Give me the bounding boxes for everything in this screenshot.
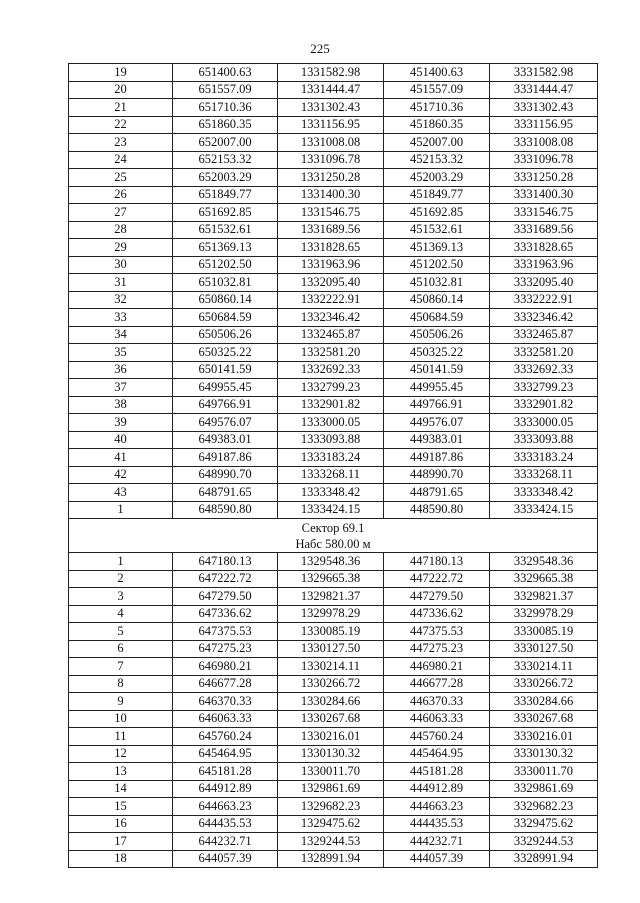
- table-row: [69, 640, 598, 658]
- y-local-cell: 1330127.50: [278, 640, 384, 658]
- table-row: [69, 81, 598, 99]
- y-msk-cell: 3330284.66: [490, 693, 598, 711]
- y-msk-cell: 3333424.15: [490, 501, 598, 519]
- table-row: [69, 344, 598, 362]
- point-number-cell: 7: [69, 658, 173, 676]
- x-local-cell: 644057.39: [173, 850, 278, 868]
- table-row: [69, 361, 598, 379]
- y-msk-cell: 3333093.88: [490, 431, 598, 449]
- y-msk-cell: 3331250.28: [490, 169, 598, 187]
- point-number-cell: 36: [69, 361, 173, 379]
- y-msk-cell: 3332581.20: [490, 344, 598, 362]
- table-row: [69, 396, 598, 414]
- y-msk-cell: 3331546.75: [490, 204, 598, 222]
- y-local-cell: 1332692.33: [278, 361, 384, 379]
- y-msk-cell: 3330216.01: [490, 728, 598, 746]
- x-msk-cell: 451032.81: [384, 274, 490, 292]
- table-row: [69, 815, 598, 833]
- x-local-cell: 645464.95: [173, 745, 278, 763]
- y-msk-cell: 3331008.08: [490, 134, 598, 152]
- y-msk-cell: 3331156.95: [490, 116, 598, 134]
- point-number-cell: 25: [69, 169, 173, 187]
- point-number-cell: 11: [69, 728, 173, 746]
- table-row: [69, 675, 598, 693]
- x-local-cell: 647180.13: [173, 553, 278, 571]
- point-number-cell: 6: [69, 640, 173, 658]
- y-msk-cell: 3332901.82: [490, 396, 598, 414]
- x-local-cell: 649576.07: [173, 414, 278, 432]
- page-number: 225: [310, 41, 330, 56]
- y-local-cell: 1331963.96: [278, 256, 384, 274]
- y-msk-cell: 3331963.96: [490, 256, 598, 274]
- x-msk-cell: 444912.89: [384, 780, 490, 798]
- y-local-cell: 1331250.28: [278, 169, 384, 187]
- x-local-cell: 650141.59: [173, 361, 278, 379]
- y-msk-cell: 3329821.37: [490, 588, 598, 606]
- x-local-cell: 651532.61: [173, 221, 278, 239]
- x-local-cell: 650860.14: [173, 291, 278, 309]
- point-number-cell: 3: [69, 588, 173, 606]
- x-local-cell: 648990.70: [173, 466, 278, 484]
- x-local-cell: 651860.35: [173, 116, 278, 134]
- point-number-cell: 2: [69, 570, 173, 588]
- table-row: [69, 798, 598, 816]
- y-local-cell: 1331302.43: [278, 99, 384, 117]
- point-number-cell: 20: [69, 81, 173, 99]
- x-msk-cell: 445181.28: [384, 763, 490, 781]
- x-local-cell: 651692.85: [173, 204, 278, 222]
- point-number-cell: 8: [69, 675, 173, 693]
- point-number-cell: 28: [69, 221, 173, 239]
- sector-name: Сектор 69.1: [301, 520, 365, 535]
- x-msk-cell: 444663.23: [384, 798, 490, 816]
- point-number-cell: 4: [69, 605, 173, 623]
- y-msk-cell: 3332692.33: [490, 361, 598, 379]
- table-row: [69, 501, 598, 519]
- y-local-cell: 1331008.08: [278, 134, 384, 152]
- x-msk-cell: 449766.91: [384, 396, 490, 414]
- x-msk-cell: 447222.72: [384, 570, 490, 588]
- y-local-cell: 1331096.78: [278, 151, 384, 169]
- x-local-cell: 645760.24: [173, 728, 278, 746]
- y-msk-cell: 3333348.42: [490, 484, 598, 502]
- x-local-cell: 644663.23: [173, 798, 278, 816]
- y-local-cell: 1332901.82: [278, 396, 384, 414]
- x-msk-cell: 446063.33: [384, 710, 490, 728]
- x-msk-cell: 451557.09: [384, 81, 490, 99]
- x-local-cell: 644232.71: [173, 833, 278, 851]
- y-local-cell: 1333348.42: [278, 484, 384, 502]
- x-local-cell: 651032.81: [173, 274, 278, 292]
- x-local-cell: 648590.80: [173, 501, 278, 519]
- y-local-cell: 1332465.87: [278, 326, 384, 344]
- table-row: [69, 204, 598, 222]
- y-local-cell: 1330130.32: [278, 745, 384, 763]
- x-local-cell: 645181.28: [173, 763, 278, 781]
- y-local-cell: 1333424.15: [278, 501, 384, 519]
- coordinates-table-section-a: [69, 64, 598, 519]
- point-number-cell: 26: [69, 186, 173, 204]
- x-msk-cell: 449955.45: [384, 379, 490, 397]
- table-row: [69, 710, 598, 728]
- table-row: [69, 169, 598, 187]
- y-local-cell: 1331546.75: [278, 204, 384, 222]
- point-number-cell: 23: [69, 134, 173, 152]
- point-number-cell: 13: [69, 763, 173, 781]
- x-local-cell: 646063.33: [173, 710, 278, 728]
- x-msk-cell: 449187.86: [384, 449, 490, 467]
- x-local-cell: 651557.09: [173, 81, 278, 99]
- point-number-cell: 42: [69, 466, 173, 484]
- y-local-cell: 1330267.68: [278, 710, 384, 728]
- y-local-cell: 1330214.11: [278, 658, 384, 676]
- table-row: [69, 326, 598, 344]
- table-row: [69, 553, 598, 571]
- x-msk-cell: 450684.59: [384, 309, 490, 327]
- table-row: [69, 763, 598, 781]
- x-msk-cell: 446980.21: [384, 658, 490, 676]
- y-msk-cell: 3331096.78: [490, 151, 598, 169]
- table-row: [69, 379, 598, 397]
- table-row: [69, 274, 598, 292]
- point-number-cell: 24: [69, 151, 173, 169]
- table-row: [69, 256, 598, 274]
- point-number-cell: 16: [69, 815, 173, 833]
- x-local-cell: 649383.01: [173, 431, 278, 449]
- x-msk-cell: 452007.00: [384, 134, 490, 152]
- table-row: [69, 414, 598, 432]
- y-local-cell: 1333093.88: [278, 431, 384, 449]
- point-number-cell: 31: [69, 274, 173, 292]
- y-local-cell: 1329665.38: [278, 570, 384, 588]
- x-local-cell: 647222.72: [173, 570, 278, 588]
- point-number-cell: 30: [69, 256, 173, 274]
- point-number-cell: 1: [69, 501, 173, 519]
- x-local-cell: 651710.36: [173, 99, 278, 117]
- point-number-cell: 21: [69, 99, 173, 117]
- y-local-cell: 1330216.01: [278, 728, 384, 746]
- x-local-cell: 649187.86: [173, 449, 278, 467]
- y-msk-cell: 3330214.11: [490, 658, 598, 676]
- x-msk-cell: 451400.63: [384, 64, 490, 82]
- sector-cell: [69, 519, 598, 553]
- y-local-cell: 1332346.42: [278, 309, 384, 327]
- x-msk-cell: 448791.65: [384, 484, 490, 502]
- y-local-cell: 1330011.70: [278, 763, 384, 781]
- y-msk-cell: 3333183.24: [490, 449, 598, 467]
- x-msk-cell: 447275.23: [384, 640, 490, 658]
- x-msk-cell: 444232.71: [384, 833, 490, 851]
- x-local-cell: 650325.22: [173, 344, 278, 362]
- x-msk-cell: 452153.32: [384, 151, 490, 169]
- table-row: [69, 99, 598, 117]
- point-number-cell: 32: [69, 291, 173, 309]
- y-local-cell: 1329978.29: [278, 605, 384, 623]
- y-msk-cell: 3332799.23: [490, 379, 598, 397]
- y-local-cell: 1330085.19: [278, 623, 384, 641]
- y-msk-cell: 3330011.70: [490, 763, 598, 781]
- x-msk-cell: 447279.50: [384, 588, 490, 606]
- y-msk-cell: 3333000.05: [490, 414, 598, 432]
- y-msk-cell: 3330267.68: [490, 710, 598, 728]
- table-row: [69, 449, 598, 467]
- x-msk-cell: 451692.85: [384, 204, 490, 222]
- x-local-cell: 647275.23: [173, 640, 278, 658]
- x-local-cell: 650684.59: [173, 309, 278, 327]
- x-local-cell: 647279.50: [173, 588, 278, 606]
- y-local-cell: 1329821.37: [278, 588, 384, 606]
- x-msk-cell: 451860.35: [384, 116, 490, 134]
- table-row: [69, 309, 598, 327]
- x-msk-cell: 446370.33: [384, 693, 490, 711]
- sector-row: [69, 519, 598, 553]
- point-number-cell: 17: [69, 833, 173, 851]
- x-msk-cell: 452003.29: [384, 169, 490, 187]
- y-local-cell: 1329244.53: [278, 833, 384, 851]
- sector-header: [69, 519, 598, 553]
- x-local-cell: 646370.33: [173, 693, 278, 711]
- y-local-cell: 1331156.95: [278, 116, 384, 134]
- point-number-cell: 15: [69, 798, 173, 816]
- y-msk-cell: 3332095.40: [490, 274, 598, 292]
- y-local-cell: 1331400.30: [278, 186, 384, 204]
- point-number-cell: 9: [69, 693, 173, 711]
- x-local-cell: 646980.21: [173, 658, 278, 676]
- y-msk-cell: 3332346.42: [490, 309, 598, 327]
- y-msk-cell: 3330130.32: [490, 745, 598, 763]
- y-msk-cell: 3333268.11: [490, 466, 598, 484]
- x-local-cell: 644912.89: [173, 780, 278, 798]
- x-msk-cell: 451849.77: [384, 186, 490, 204]
- point-number-cell: 18: [69, 850, 173, 868]
- x-msk-cell: 451369.13: [384, 239, 490, 257]
- x-msk-cell: 450860.14: [384, 291, 490, 309]
- point-number-cell: 38: [69, 396, 173, 414]
- x-msk-cell: 450325.22: [384, 344, 490, 362]
- x-msk-cell: 446677.28: [384, 675, 490, 693]
- table-row: [69, 221, 598, 239]
- table-row: [69, 658, 598, 676]
- y-msk-cell: 3331444.47: [490, 81, 598, 99]
- y-local-cell: 1333183.24: [278, 449, 384, 467]
- sector-height: Набс 580.00 м: [295, 536, 371, 551]
- table-row: [69, 64, 598, 82]
- x-msk-cell: 448990.70: [384, 466, 490, 484]
- y-local-cell: 1331828.65: [278, 239, 384, 257]
- coordinates-table: [68, 63, 598, 868]
- point-number-cell: 43: [69, 484, 173, 502]
- x-local-cell: 651202.50: [173, 256, 278, 274]
- table-row: [69, 116, 598, 134]
- x-local-cell: 649955.45: [173, 379, 278, 397]
- x-msk-cell: 449383.01: [384, 431, 490, 449]
- table-row: [69, 833, 598, 851]
- point-number-cell: 22: [69, 116, 173, 134]
- x-msk-cell: 445464.95: [384, 745, 490, 763]
- y-local-cell: 1333000.05: [278, 414, 384, 432]
- x-local-cell: 652003.29: [173, 169, 278, 187]
- y-local-cell: 1332222.91: [278, 291, 384, 309]
- table-row: [69, 728, 598, 746]
- table-row: [69, 431, 598, 449]
- y-local-cell: 1333268.11: [278, 466, 384, 484]
- x-msk-cell: 444057.39: [384, 850, 490, 868]
- point-number-cell: 33: [69, 309, 173, 327]
- x-msk-cell: 450141.59: [384, 361, 490, 379]
- x-local-cell: 650506.26: [173, 326, 278, 344]
- y-msk-cell: 3331302.43: [490, 99, 598, 117]
- y-local-cell: 1332095.40: [278, 274, 384, 292]
- point-number-cell: 37: [69, 379, 173, 397]
- x-msk-cell: 451710.36: [384, 99, 490, 117]
- y-msk-cell: 3332222.91: [490, 291, 598, 309]
- y-local-cell: 1330284.66: [278, 693, 384, 711]
- point-number-cell: 34: [69, 326, 173, 344]
- x-local-cell: 647375.53: [173, 623, 278, 641]
- table-row: [69, 745, 598, 763]
- x-local-cell: 647336.62: [173, 605, 278, 623]
- point-number-cell: 19: [69, 64, 173, 82]
- table-row: [69, 850, 598, 868]
- x-msk-cell: 451532.61: [384, 221, 490, 239]
- y-local-cell: 1329682.23: [278, 798, 384, 816]
- table-row: [69, 466, 598, 484]
- y-msk-cell: 3329475.62: [490, 815, 598, 833]
- x-local-cell: 648791.65: [173, 484, 278, 502]
- x-msk-cell: 444435.53: [384, 815, 490, 833]
- y-msk-cell: 3330085.19: [490, 623, 598, 641]
- y-msk-cell: 3329978.29: [490, 605, 598, 623]
- y-local-cell: 1329548.36: [278, 553, 384, 571]
- y-local-cell: 1331582.98: [278, 64, 384, 82]
- table-row: [69, 186, 598, 204]
- x-local-cell: 652007.00: [173, 134, 278, 152]
- x-msk-cell: 450506.26: [384, 326, 490, 344]
- y-msk-cell: 3329665.38: [490, 570, 598, 588]
- x-local-cell: 651369.13: [173, 239, 278, 257]
- table-row: [69, 693, 598, 711]
- x-local-cell: 649766.91: [173, 396, 278, 414]
- y-msk-cell: 3329244.53: [490, 833, 598, 851]
- x-local-cell: 644435.53: [173, 815, 278, 833]
- y-msk-cell: 3329548.36: [490, 553, 598, 571]
- y-local-cell: 1328991.94: [278, 850, 384, 868]
- y-msk-cell: 3331689.56: [490, 221, 598, 239]
- point-number-cell: 27: [69, 204, 173, 222]
- y-local-cell: 1330266.72: [278, 675, 384, 693]
- point-number-cell: 40: [69, 431, 173, 449]
- y-msk-cell: 3330266.72: [490, 675, 598, 693]
- point-number-cell: 35: [69, 344, 173, 362]
- table-row: [69, 780, 598, 798]
- x-msk-cell: 447336.62: [384, 605, 490, 623]
- point-number-cell: 41: [69, 449, 173, 467]
- y-msk-cell: 3329682.23: [490, 798, 598, 816]
- x-msk-cell: 451202.50: [384, 256, 490, 274]
- y-local-cell: 1332581.20: [278, 344, 384, 362]
- y-local-cell: 1331444.47: [278, 81, 384, 99]
- y-msk-cell: 3329861.69: [490, 780, 598, 798]
- y-msk-cell: 3330127.50: [490, 640, 598, 658]
- x-local-cell: 651400.63: [173, 64, 278, 82]
- x-msk-cell: 448590.80: [384, 501, 490, 519]
- x-msk-cell: 447375.53: [384, 623, 490, 641]
- y-local-cell: 1329475.62: [278, 815, 384, 833]
- y-msk-cell: 3331400.30: [490, 186, 598, 204]
- point-number-cell: 12: [69, 745, 173, 763]
- point-number-cell: 10: [69, 710, 173, 728]
- table-row: [69, 239, 598, 257]
- y-local-cell: 1329861.69: [278, 780, 384, 798]
- y-msk-cell: 3328991.94: [490, 850, 598, 868]
- x-local-cell: 646677.28: [173, 675, 278, 693]
- coordinates-table-section-b: [69, 553, 598, 868]
- table-row: [69, 484, 598, 502]
- x-msk-cell: 445760.24: [384, 728, 490, 746]
- table-row: [69, 134, 598, 152]
- x-msk-cell: 447180.13: [384, 553, 490, 571]
- table-row: [69, 623, 598, 641]
- table-row: [69, 291, 598, 309]
- table-row: [69, 605, 598, 623]
- y-msk-cell: 3331582.98: [490, 64, 598, 82]
- y-local-cell: 1331689.56: [278, 221, 384, 239]
- point-number-cell: 29: [69, 239, 173, 257]
- y-msk-cell: 3331828.65: [490, 239, 598, 257]
- table-row: [69, 151, 598, 169]
- x-local-cell: 651849.77: [173, 186, 278, 204]
- table-row: [69, 588, 598, 606]
- point-number-cell: 5: [69, 623, 173, 641]
- table-row: [69, 570, 598, 588]
- x-local-cell: 652153.32: [173, 151, 278, 169]
- point-number-cell: 1: [69, 553, 173, 571]
- x-msk-cell: 449576.07: [384, 414, 490, 432]
- y-msk-cell: 3332465.87: [490, 326, 598, 344]
- point-number-cell: 14: [69, 780, 173, 798]
- point-number-cell: 39: [69, 414, 173, 432]
- y-local-cell: 1332799.23: [278, 379, 384, 397]
